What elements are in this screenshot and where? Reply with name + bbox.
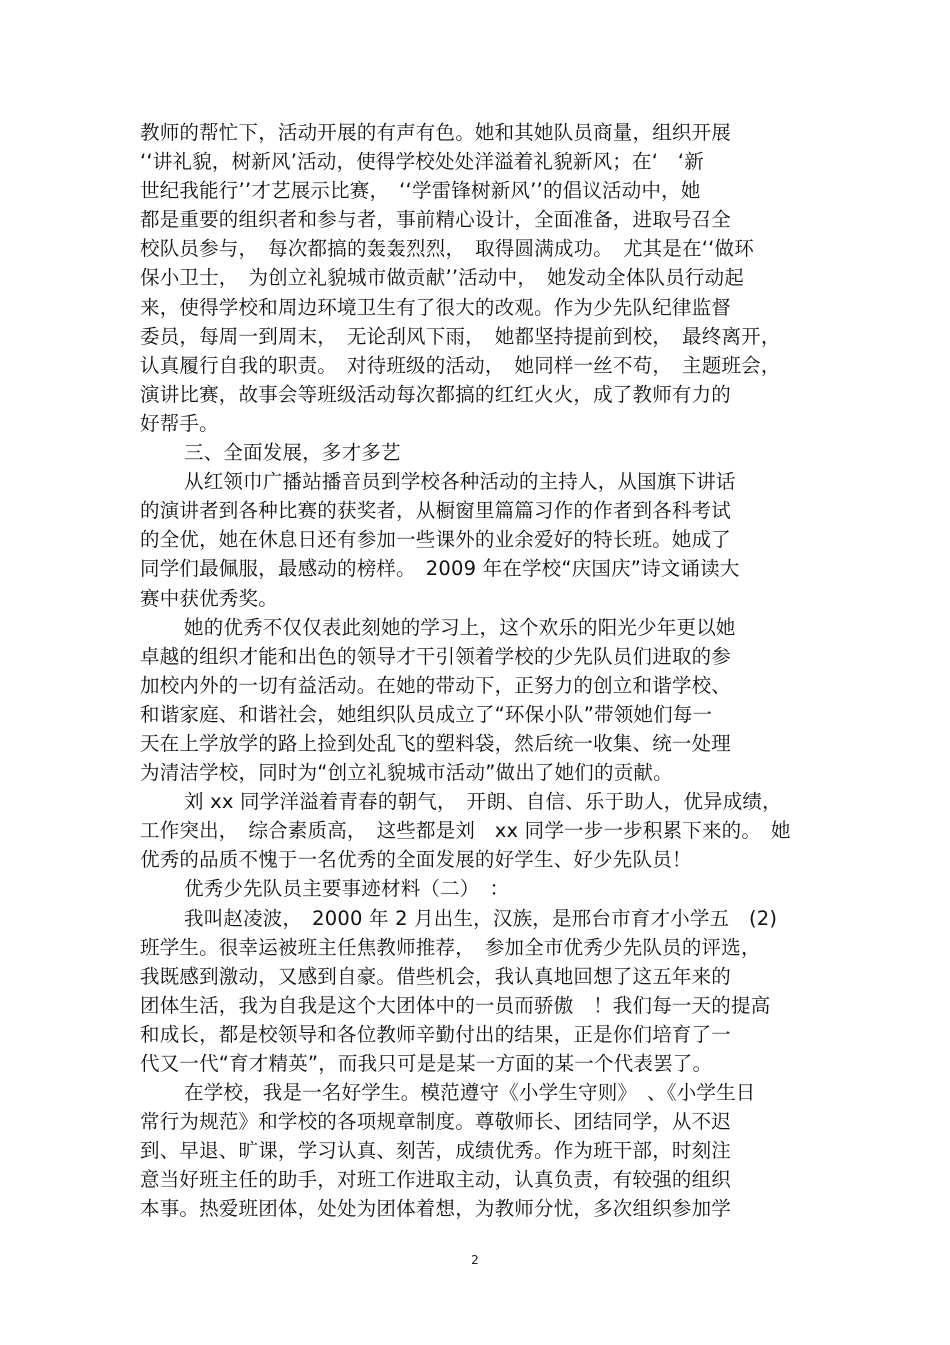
paragraph-line: 赛中获优秀奖。 <box>140 586 278 610</box>
paragraph-line: 委员，每周一到周末， 无论刮风下雨， 她都坚持提前到校， 最终离开， <box>140 324 781 348</box>
paragraph-line: 同学们最佩服，最感动的榜样。 2009 年在学校“庆国庆”诗文诵读大 <box>140 557 740 581</box>
paragraph-line: 代又一代“育才精英”，而我只可是是某一方面的某一个代表罢了。 <box>140 1052 713 1075</box>
paragraph-line: 世纪我能行’’才艺展示比赛， ‘‘学雷锋树新风’’的倡议活动中，她 <box>140 179 701 203</box>
paragraph-line: 的演讲者到各种比赛的获奖者，从橱窗里篇篇习作的作者到各科考试 <box>140 499 732 523</box>
paragraph-line: 演讲比赛，故事会等班级活动每次都搞的红红火火，成了教师有力的 <box>140 382 732 406</box>
document-body <box>140 118 812 1224</box>
paragraph-line: 天在上学放学的路上捡到处乱飞的塑料袋，然后统一收集、统一处理 <box>140 731 732 755</box>
paragraph-line: 认真履行自我的职责。 对待班级的活动， 她同样一丝不苟， 主题班会， <box>140 353 781 377</box>
section-heading: 优秀少先队员主要事迹材料（二） ： <box>184 877 510 901</box>
paragraph-line: 在学校，我是一名好学生。模范遵守《小学生守则》 、《小学生日 <box>184 1081 756 1105</box>
paragraph-line: 都是重要的组织者和参与者，事前精心设计，全面准备，进取号召全 <box>140 208 732 232</box>
paragraph-line: 本事。热爱班团体，处处为团体着想，为教师分忧，多次组织参加学 <box>140 1197 732 1221</box>
paragraph-line: 团体生活，我为自我是这个大团体中的一员而骄傲 ！我们每一天的提高 <box>140 993 771 1017</box>
paragraph-line: 教师的帮忙下，活动开展的有声有色。她和其她队员商量，组织开展 <box>140 121 732 144</box>
paragraph-line: ‘‘讲礼貌，树新风’活动，使得学校处处洋溢着礼貌新风；在‘ ‘新 <box>140 150 704 174</box>
paragraph-line: 她的优秀不仅仅表此刻她的学习上，这个欢乐的阳光少年更以她 <box>184 615 736 639</box>
paragraph-line: 我既感到激动，又感到自豪。借些机会，我认真地回想了这五年来的 <box>140 964 732 988</box>
paragraph-line: 保小卫士， 为创立礼貌城市做贡献’’活动中， 她发动全体队员行动起 <box>140 266 744 290</box>
paragraph-line: 常行为规范》和学校的各项规章制度。尊敬师长、团结同学，从不迟 <box>140 1110 732 1134</box>
page-number: 2 <box>471 1253 479 1267</box>
paragraph-line: 和成长，都是校领导和各位教师辛勤付出的结果，正是你们培育了一 <box>140 1022 732 1046</box>
paragraph-line: 卓越的组织才能和出色的领导才干引领着学校的少先队员们进取的参 <box>140 644 732 668</box>
paragraph-line: 我叫赵凌波， 2000 年 2 月出生，汉族，是邢台市育才小学五 (2) <box>184 906 778 930</box>
paragraph-line: 为清洁学校，同时为“创立礼貌城市活动”做出了她们的贡献。 <box>140 761 673 785</box>
paragraph-line: 好帮手。 <box>140 411 219 435</box>
paragraph-line: 意当好班主任的助手，对班工作进取主动，认真负责，有较强的组织 <box>140 1168 732 1192</box>
paragraph-line: 校队员参与， 每次都搞的轰轰烈烈， 取得圆满成功。 尤其是在‘‘做环 <box>140 237 754 261</box>
paragraph-line: 和谐家庭、和谐社会，她组织队员成立了“环保小队”带领她们每一 <box>140 702 713 726</box>
paragraph-line: 班学生。很幸运被班主任焦教师推荐， 参加全市优秀少先队员的评选， <box>140 935 761 959</box>
paragraph-line: 到、早退、旷课，学习认真、刻苦，成绩优秀。作为班干部，时刻注 <box>140 1139 732 1163</box>
paragraph-line: 刘 xx 同学洋溢着青春的朝气， 开朗、自信、乐于助人，优异成绩， <box>184 790 782 814</box>
paragraph-line: 从红领巾广播站播音员到学校各种活动的主持人，从国旗下讲话 <box>184 470 736 494</box>
paragraph-line: 来，使得学校和周边环境卫生有了很大的改观。作为少先队纪律监督 <box>140 295 732 319</box>
paragraph-line: 的全优，她在休息日还有参加一些课外的业余爱好的特长班。她成了 <box>140 528 732 552</box>
paragraph-line: 加校内外的一切有益活动。在她的带动下，正努力的创立和谐学校、 <box>140 673 732 697</box>
section-heading: 三、全面发展，多才多艺 <box>184 441 401 465</box>
paragraph-line: 工作突出， 综合素质高， 这些都是刘 xx 同学一步一步积累下来的。 她 <box>140 819 791 843</box>
paragraph-line: 优秀的品质不愧于一名优秀的全面发展的好学生、好少先队员！ <box>140 848 692 872</box>
